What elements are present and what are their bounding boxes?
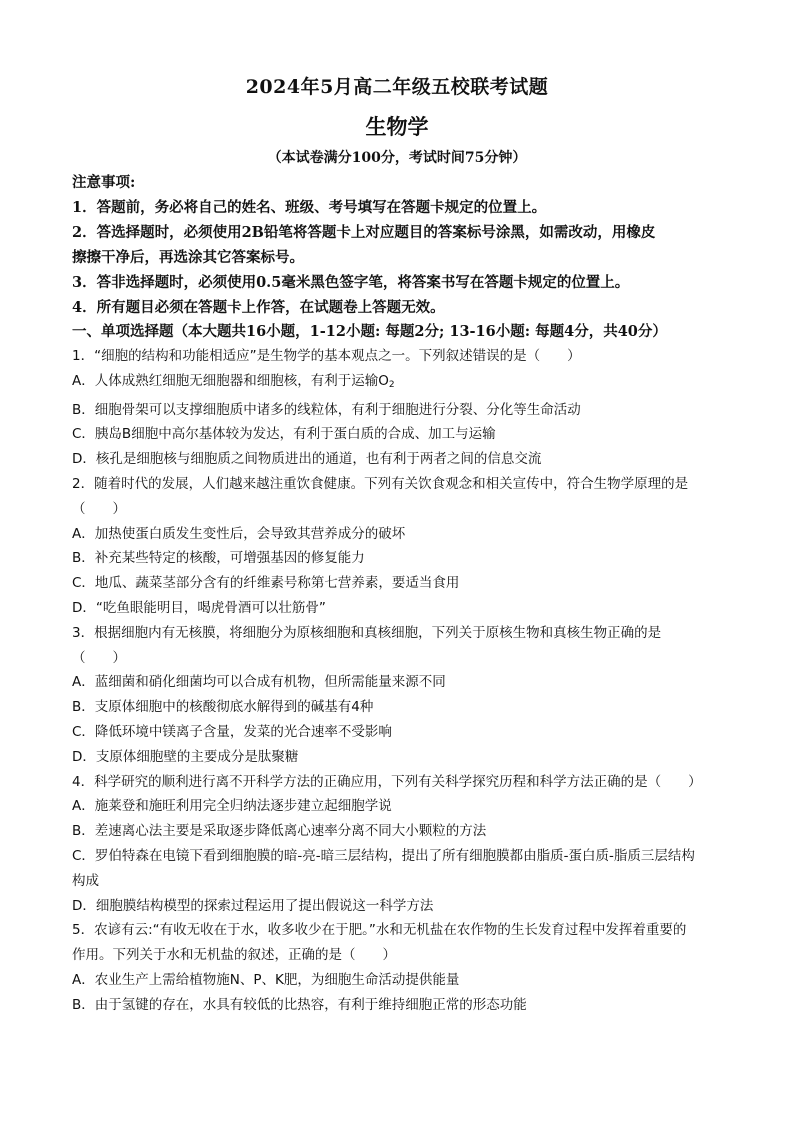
option-d: D．“吃鱼眼能明目，喝虎骨酒可以壮筋骨”	[72, 599, 326, 616]
question-1	[72, 344, 726, 472]
option-a: A．农业生产上需给植物施N、P、K肥，为细胞生命活动提供能量	[72, 971, 460, 988]
option-b: B．差速离心法主要是采取逐步降低离心速率分离不同大小颗粒的方法	[72, 823, 487, 840]
note-item: 4．所有题目必须在答题卡上作答，在试题卷上答题无效。	[72, 299, 445, 316]
option-c: C．罗伯特森在电镜下看到细胞膜的暗-亮-暗三层结构，提出了所有细胞膜都由脂质-蛋白质-脂质三层结构	[72, 847, 695, 864]
question-stem: 3．根据细胞内有无核膜，将细胞分为原核细胞和真核细胞，下列关于原核生物和真核生物正确的是	[72, 624, 662, 641]
option-a: A．蓝细菌和硝化细菌均可以合成有机物，但所需能量来源不同	[72, 674, 446, 691]
question-stem: （ ）	[72, 500, 126, 517]
question-stem: 2．随着时代的发展，人们越来越注重饮食健康。下列有关饮食观念和相关宣传中，符合生物学原理的是	[72, 475, 689, 492]
subject-title: 生物学	[365, 114, 429, 139]
question-stem: 4．科学研究的顺利进行离不开科学方法的正确应用，下列有关科学探究历程和科学方法正确的是（ ）	[72, 773, 702, 790]
option-a	[72, 369, 726, 398]
option-text: A．人体成熟红细胞无细胞器和细胞核，有利于运输O	[72, 372, 389, 389]
question-stem: （ ）	[72, 649, 126, 666]
notes-block	[72, 170, 726, 320]
note-item: 3．答非选择题时，必须使用0.5毫米黑色签字笔，将答案书写在答题卡规定的位置上。	[72, 274, 630, 291]
option-b: B．补充某些特定的核酸，可增强基因的修复能力	[72, 550, 365, 567]
option-a: A．加热使蛋白质发生变性后，会导致其营养成分的破坏	[72, 525, 406, 542]
option-d: D．支原体细胞壁的主要成分是肽聚糖	[72, 748, 299, 765]
question-5	[72, 918, 726, 1017]
question-4	[72, 770, 726, 919]
notes-heading: 注意事项:	[72, 174, 136, 191]
subscript: 2	[388, 379, 395, 390]
question-stem: 作用。下列关于水和无机盐的叙述，正确的是（ ）	[72, 947, 396, 964]
note-item: 1．答题前，务必将自己的姓名、班级、考号填写在答题卡规定的位置上。	[72, 199, 547, 216]
option-d: D．核孔是细胞核与细胞质之间物质进出的通道，也有利于两者之间的信息交流	[72, 451, 542, 468]
option-a: A．施莱登和施旺利用完全归纳法逐步建立起细胞学说	[72, 798, 392, 815]
question-stem: 5．农谚有云:“有收无收在于水，收多收少在于肥。”水和无机盐在农作物的生长发育过程中发挥着重要的	[72, 922, 687, 939]
note-item: 擦擦干净后，再选涂其它答案标号。	[72, 249, 304, 266]
question-list	[72, 344, 726, 1018]
question-2	[72, 472, 726, 621]
exam-info: （本试卷满分100分，考试时间75分钟）	[267, 150, 527, 166]
section-title: 一、单项选择题（本大题共16小题，1-12小题: 每题2分; 13-16小题: 每题4分，共40分）	[72, 323, 667, 340]
option-c: C．地瓜、蔬菜茎部分含有的纤维素号称第七营养素，要适当食用	[72, 575, 460, 592]
option-b: B．由于氢键的存在，水具有较低的比热容，有利于维持细胞正常的形态功能	[72, 996, 527, 1013]
option-b: B．细胞骨架可以支撑细胞质中诸多的线粒体，有利于细胞进行分裂、分化等生命活动	[72, 401, 581, 418]
option-d: D．细胞膜结构模型的探索过程运用了提出假说这一科学方法	[72, 897, 434, 914]
option-b: B．支原体细胞中的核酸彻底水解得到的碱基有4种	[72, 699, 374, 716]
option-c-continued: 构成	[72, 872, 99, 889]
note-item: 2．答选择题时，必须使用2B铅笔将答题卡上对应题目的答案标号涂黑，如需改动，用橡皮	[72, 224, 656, 241]
option-c: C．胰岛B细胞中高尔基体较为发达，有利于蛋白质的合成、加工与运输	[72, 426, 496, 443]
option-c: C．降低环境中镁离子含量，发菜的光合速率不受影响	[72, 723, 392, 740]
question-3	[72, 621, 726, 770]
question-stem: 1．“细胞的结构和功能相适应”是生物学的基本观点之一。下列叙述错误的是（ ）	[72, 348, 581, 364]
exam-title: 2024年5月高二年级五校联考试题	[245, 76, 549, 98]
